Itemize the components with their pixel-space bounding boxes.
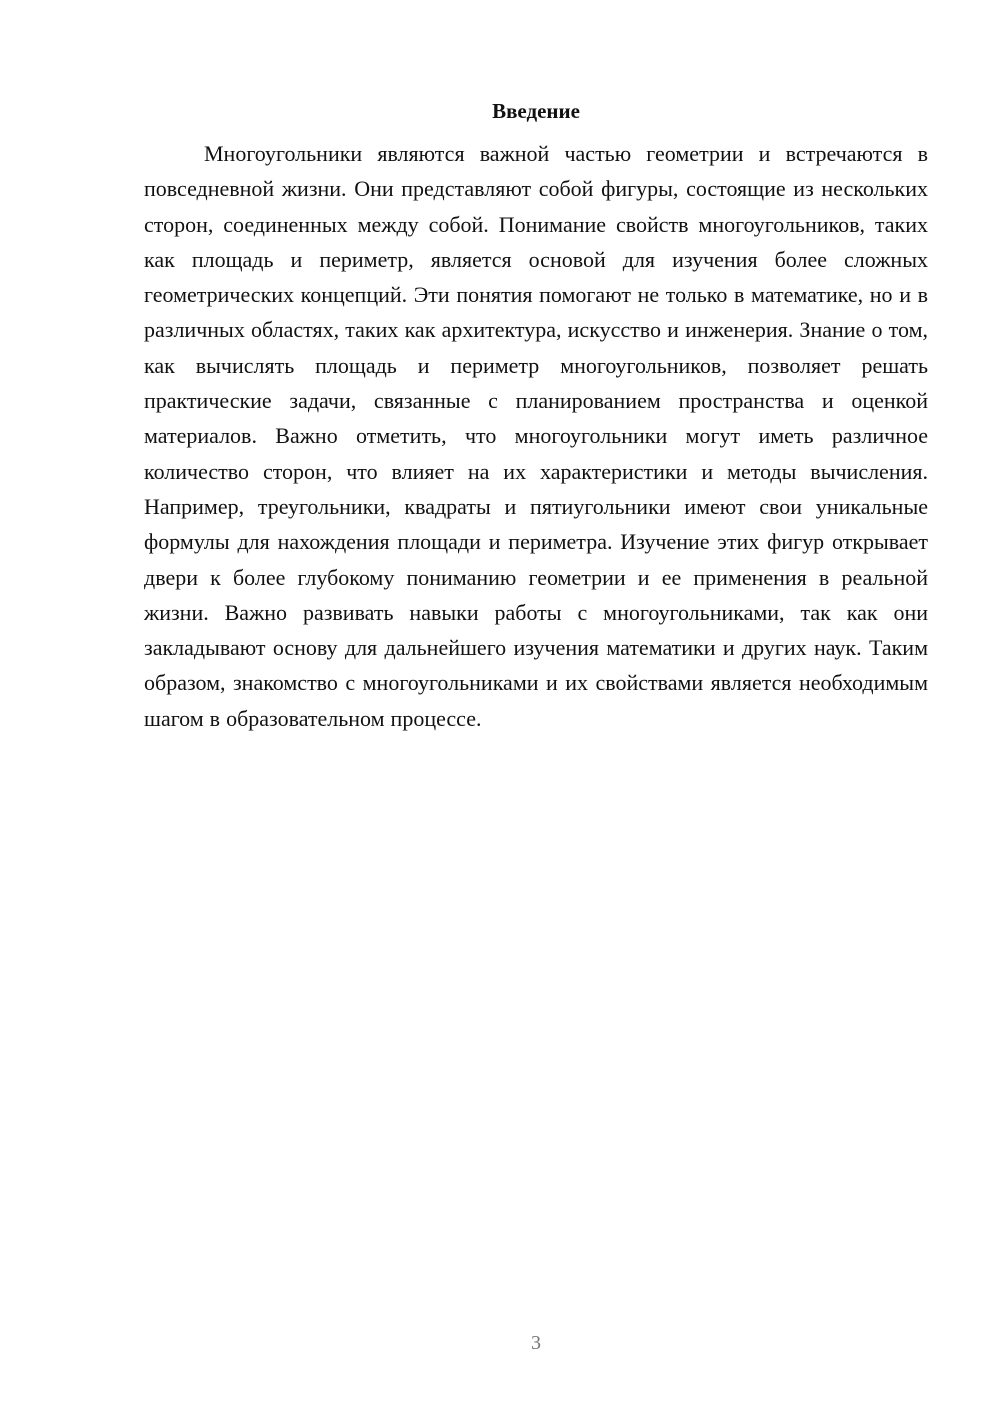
body-paragraph: Многоугольники являются важной частью геометрии и встречаются в повседневной жизни. Они представляют собой фигуры, состоящие из нескольких сторон, соединенных между собой. Понимание свойств многоугольников, таких как площадь и периметр, является основой для изучения более сложных геометрических концепций. Эти понятия помогают не только в математике, но и в различных областях, таких как архитектура, искусство и инженерия. Знание о том, как вычислять площадь и периметр многоугольников, позволяет решать практические задачи, связанные с планированием пространства и оценкой материалов. Важно отметить, что многоугольники могут иметь различное количество сторон, что влияет на их характеристики и методы вычисления. Например, треугольники, квадраты и пятиугольники имеют свои уникальные формулы для нахождения площади и периметра. Изучение этих фигур открывает двери к более глубокому пониманию геометрии и ее применения в реальной жизни. Важно развивать навыки работы с многоугольниками, так как они закладывают основу для дальнейшего изучения математики и других наук. Таким образом, знакомство с многоугольниками и их свойствами является необходимым шагом в образовательном процессе. (144, 141, 928, 731)
page-content (144, 96, 928, 736)
page-number: 3 (531, 1332, 541, 1354)
section-title: Введение (492, 99, 580, 123)
